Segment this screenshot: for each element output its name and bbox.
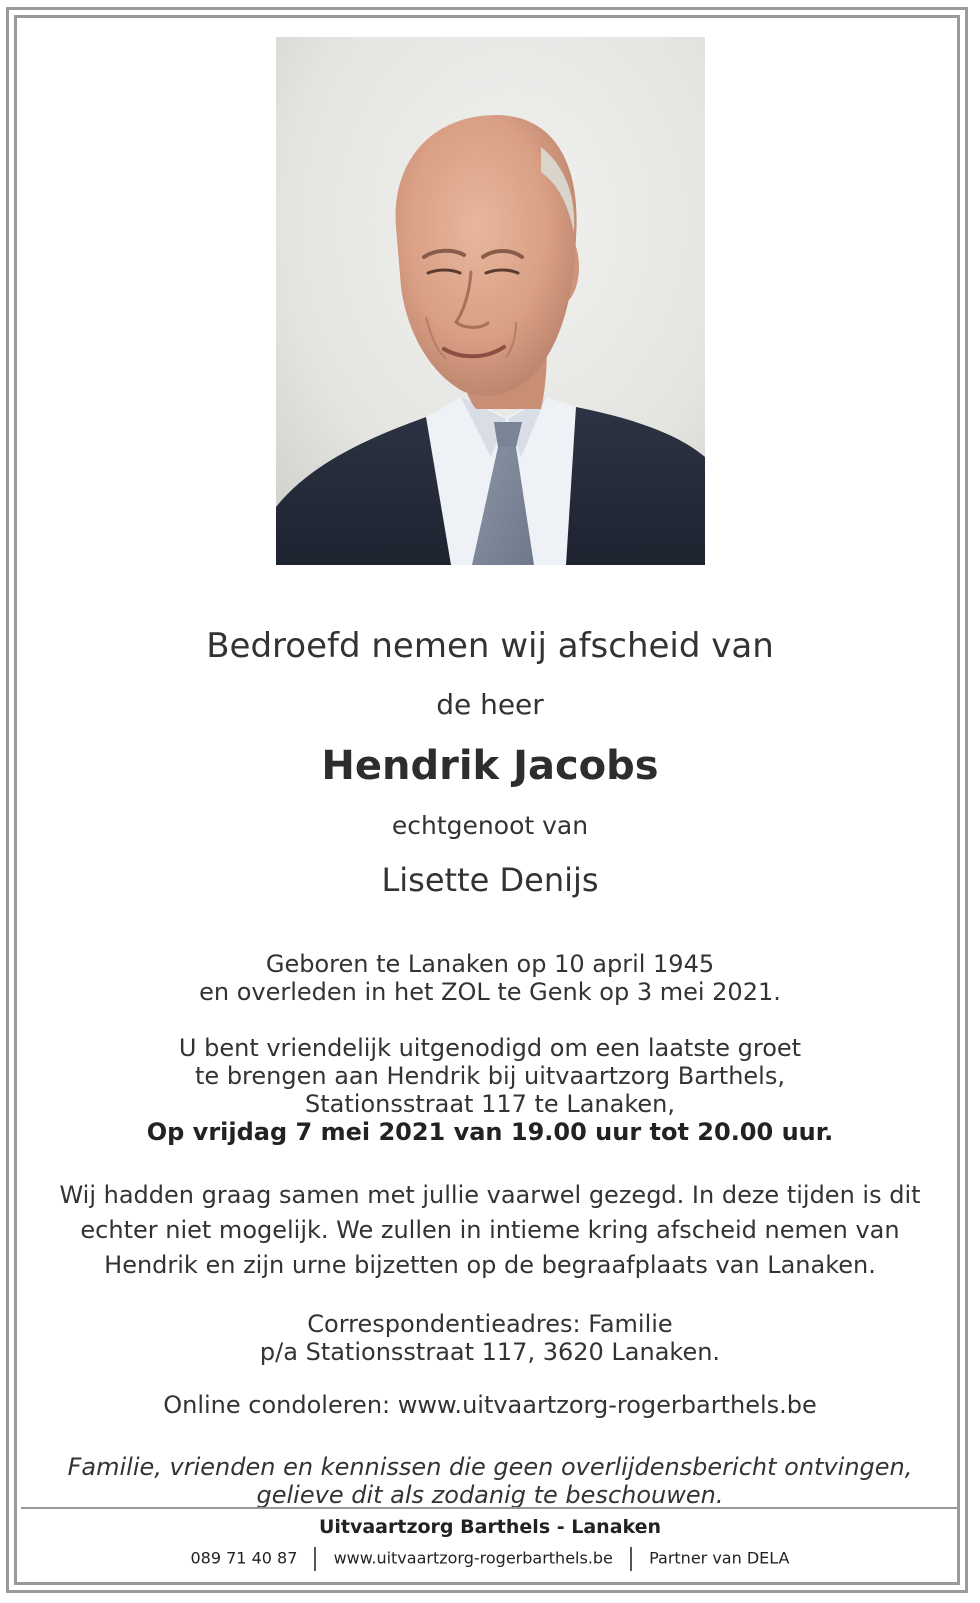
footer-partner: Partner van DELA [649,1548,790,1568]
online-condolence [20,1391,960,1419]
farewell-line-2: echter niet mogelijk. We zullen in intieme kring afscheid nemen van [80,1216,900,1244]
death-line: en overleden in het ZOL te Genk op 3 mei 2021. [199,978,781,1006]
footer-divider [21,1507,959,1509]
portrait-illustration [276,37,705,565]
note-line-1: Familie, vrienden en kennissen die geen overlijdensbericht ontvingen, [67,1453,913,1481]
invitation-line-2: te brengen aan Hendrik bij uitvaartzorg Barthels, [195,1062,785,1090]
spouse-label: echtgenoot van [391,811,589,840]
note-line-2: gelieve dit als zodanig te beschouwen. [256,1481,724,1509]
correspondence-block [20,1310,960,1366]
footer-contact-row [20,1546,960,1571]
farewell-line-1: Wij hadden graag samen met jullie vaarwel gezegd. In deze tijden is dit [59,1181,921,1209]
footer-separator [630,1547,632,1571]
notice-note [20,1453,960,1509]
footer-website[interactable]: www.uitvaartzorg-rogerbarthels.be [333,1548,613,1568]
birth-line: Geboren te Lanaken op 10 april 1945 [265,950,715,978]
spouse-name: Lisette Denijs [381,861,599,899]
visitation-time: Op vrijdag 7 mei 2021 van 19.00 uur tot 20.00 uur. [146,1118,834,1146]
footer-separator [314,1547,316,1571]
online-condolence-text: Online condoleren: www.uitvaartzorg-rogerbarthels.be [163,1391,817,1419]
salutation: de heer [436,688,544,721]
farewell-line-3: Hendrik en zijn urne bijzetten op de begraafplaats van Lanaken. [104,1251,876,1279]
correspondence-line-2: p/a Stationsstraat 117, 3620 Lanaken. [259,1338,721,1366]
invitation-line-1: U bent vriendelijk uitgenodigd om een laatste groet [178,1034,802,1062]
intro-text: Bedroefd nemen wij afscheid van [206,626,774,666]
deceased-name: Hendrik Jacobs [321,743,659,789]
invitation-line-3: Stationsstraat 117 te Lanaken, [305,1090,675,1118]
invitation-block [20,1034,960,1146]
birth-death-block [20,950,960,1006]
correspondence-line-1: Correspondentieadres: Familie [307,1310,673,1338]
company-name: Uitvaartzorg Barthels - Lanaken [318,1516,662,1538]
farewell-block [20,1178,960,1283]
portrait-photo [276,37,705,565]
footer-phone: 089 71 40 87 [190,1548,298,1568]
